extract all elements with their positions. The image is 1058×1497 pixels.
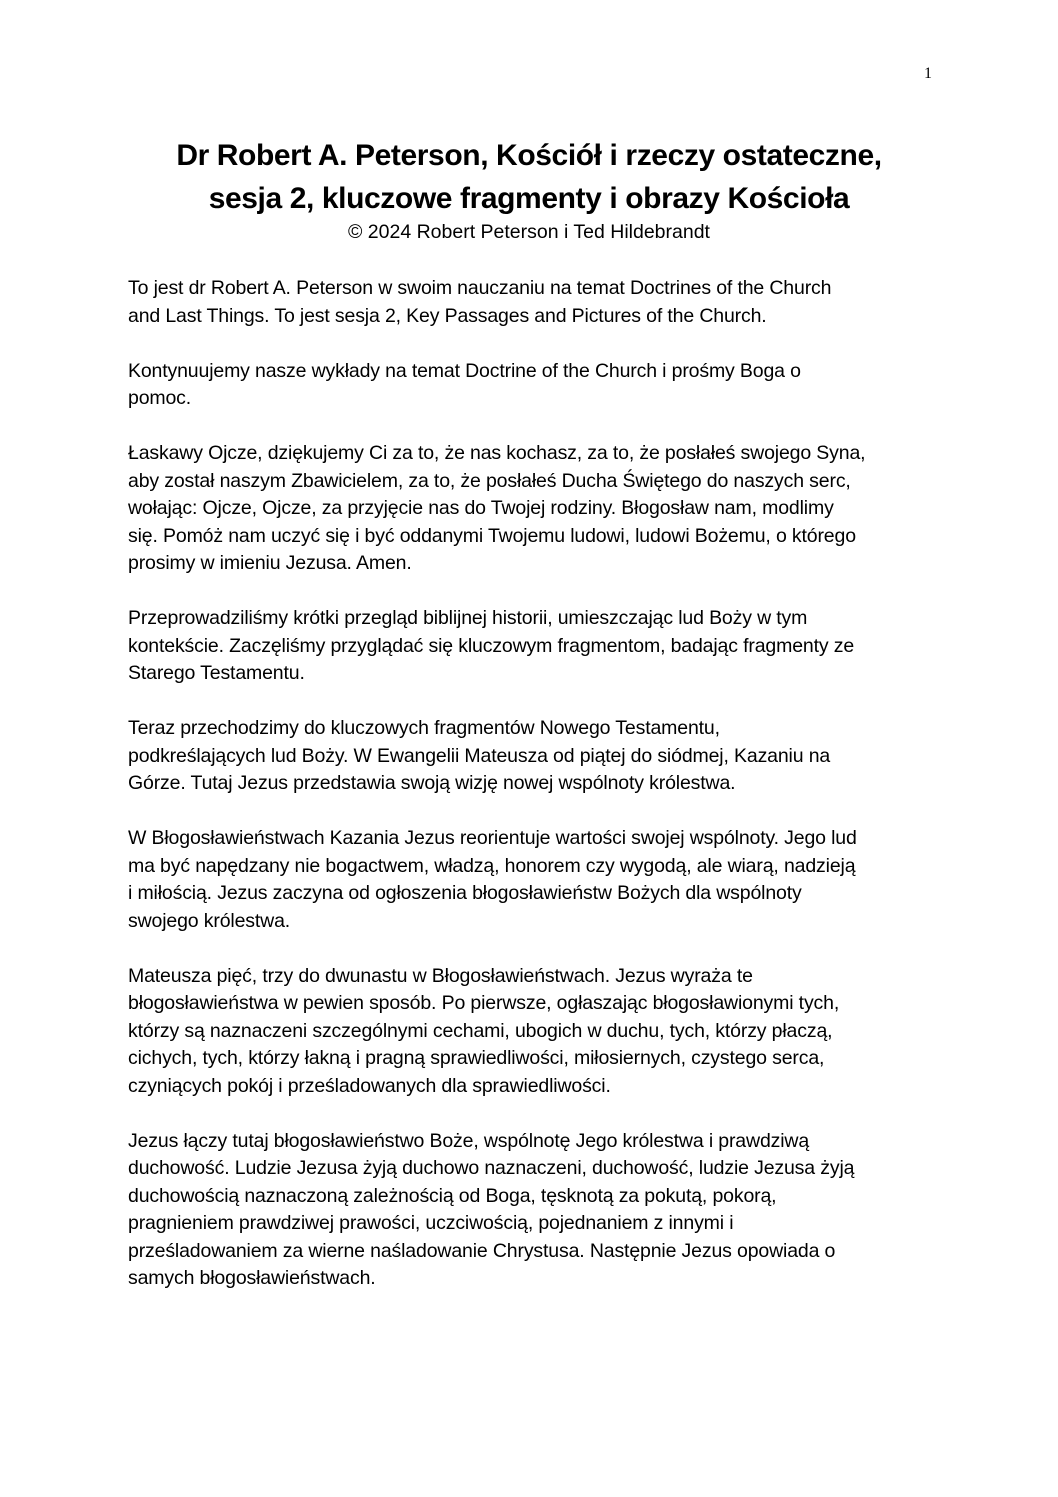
text-line: się. Pomóż nam uczyć się i być oddanymi Twojemu ludowi, ludowi Bożemu, o którego: [128, 524, 856, 547]
paragraph-prayer: [128, 440, 938, 578]
text-line: Starego Testamentu.: [128, 662, 305, 684]
text-line: samych błogosławieństwach.: [128, 1267, 376, 1289]
text-line: Jezus łączy tutaj błogosławieństwo Boże, wspólnotę Jego królestwa i prawdziwą: [128, 1129, 810, 1152]
text-line: Łaskawy Ojcze, dziękujemy Ci za to, że nas kochasz, za to, że posłałeś swojego Syna,: [128, 442, 866, 464]
text-line: and Last Things. To jest sesja 2, Key Passages and Pictures of the Church.: [128, 304, 767, 327]
text-line: czyniących pokój i prześladowanych dla sprawiedliwości.: [128, 1074, 611, 1097]
page-number: 1: [924, 65, 932, 82]
title-line: Dr Robert A. Peterson, Kościół i rzeczy ostateczne,: [176, 139, 882, 172]
paragraph-continuation: [128, 358, 938, 413]
text-line: Górze. Tutaj Jezus przedstawia swoją wizję nowej wspólnoty królestwa.: [128, 772, 736, 794]
paragraph-intro: [128, 275, 938, 330]
text-line: błogosławieństwa w pewien sposób. Po pierwsze, ogłaszając błogosławionymi tych,: [128, 992, 840, 1014]
document-header: [60, 134, 998, 244]
copyright-notice: © 2024 Robert Peterson i Ted Hildebrandt: [348, 221, 710, 243]
text-line: To jest dr Robert A. Peterson w swoim nauczaniu na temat Doctrines of the Church: [128, 277, 832, 299]
text-line: aby został naszym Zbawicielem, za to, że posłałeś Ducha Świętego do naszych serc,: [128, 469, 851, 492]
text-line: Teraz przechodzimy do kluczowych fragmentów Nowego Testamentu,: [128, 717, 720, 739]
text-line: Kontynuujemy nasze wykłady na temat Doctrine of the Church i prośmy Boga o: [128, 359, 801, 382]
text-line: duchowością naznaczoną zależnością od Boga, tęsknotą za pokutą, pokorą,: [128, 1184, 777, 1207]
paragraph-new-testament: [128, 715, 938, 798]
text-line: W Błogosławieństwach Kazania Jezus reorientuje wartości swojej wspólnoty. Jego lud: [128, 827, 857, 849]
text-line: duchowość. Ludzie Jezusa żyją duchowo naznaczeni, duchowość, ludzie Jezusa żyją: [128, 1157, 855, 1179]
text-line: Przeprowadziliśmy krótki przegląd biblijnej historii, umieszczając lud Boży w tym: [128, 607, 808, 629]
paragraph-beatitudes-values: [128, 825, 938, 935]
text-line: którzy są naznaczeni szczególnymi cechami, ubogich w duchu, tych, którzy płaczą,: [128, 1019, 833, 1042]
text-line: swojego królestwa.: [128, 909, 291, 932]
text-line: ma być napędzany nie bogactwem, władzą, honorem czy wygodą, ale wiarą, nadzieją: [128, 854, 856, 877]
text-line: prosimy w imieniu Jezusa. Amen.: [128, 552, 412, 574]
text-line: pragnieniem prawdziwej prawości, uczciwością, pojednaniem z innymi i: [128, 1212, 734, 1234]
paragraph-review: [128, 605, 938, 688]
text-line: i miłością. Jezus zaczyna od ogłoszenia błogosławieństw Bożych dla wspólnoty: [128, 882, 802, 904]
text-line: podkreślających lud Boży. W Ewangelii Mateusza od piątej do siódmej, Kazaniu na: [128, 744, 831, 767]
text-line: pomoc.: [128, 387, 192, 409]
paragraph-matthew-five: [128, 963, 938, 1101]
text-line: wołając: Ojcze, Ojcze, za przyjęcie nas do Twojej rodziny. Błogosław nam, modlimy: [128, 497, 834, 519]
document-body: [128, 275, 938, 1320]
text-line: Mateusza pięć, trzy do dwunastu w Błogosławieństwach. Jezus wyraża te: [128, 964, 753, 987]
text-line: cichych, tych, którzy łakną i pragną sprawiedliwości, miłosiernych, czystego serca,: [128, 1047, 825, 1069]
text-line: kontekście. Zaczęliśmy przyglądać się kluczowym fragmentom, badając fragmenty ze: [128, 634, 855, 657]
document-title: [60, 134, 998, 220]
title-line: sesja 2, kluczowe fragmenty i obrazy Kościoła: [208, 182, 850, 215]
paragraph-spirituality: [128, 1128, 938, 1293]
text-line: prześladowaniem za wierne naśladowanie Chrystusa. Następnie Jezus opowiada o: [128, 1239, 836, 1262]
